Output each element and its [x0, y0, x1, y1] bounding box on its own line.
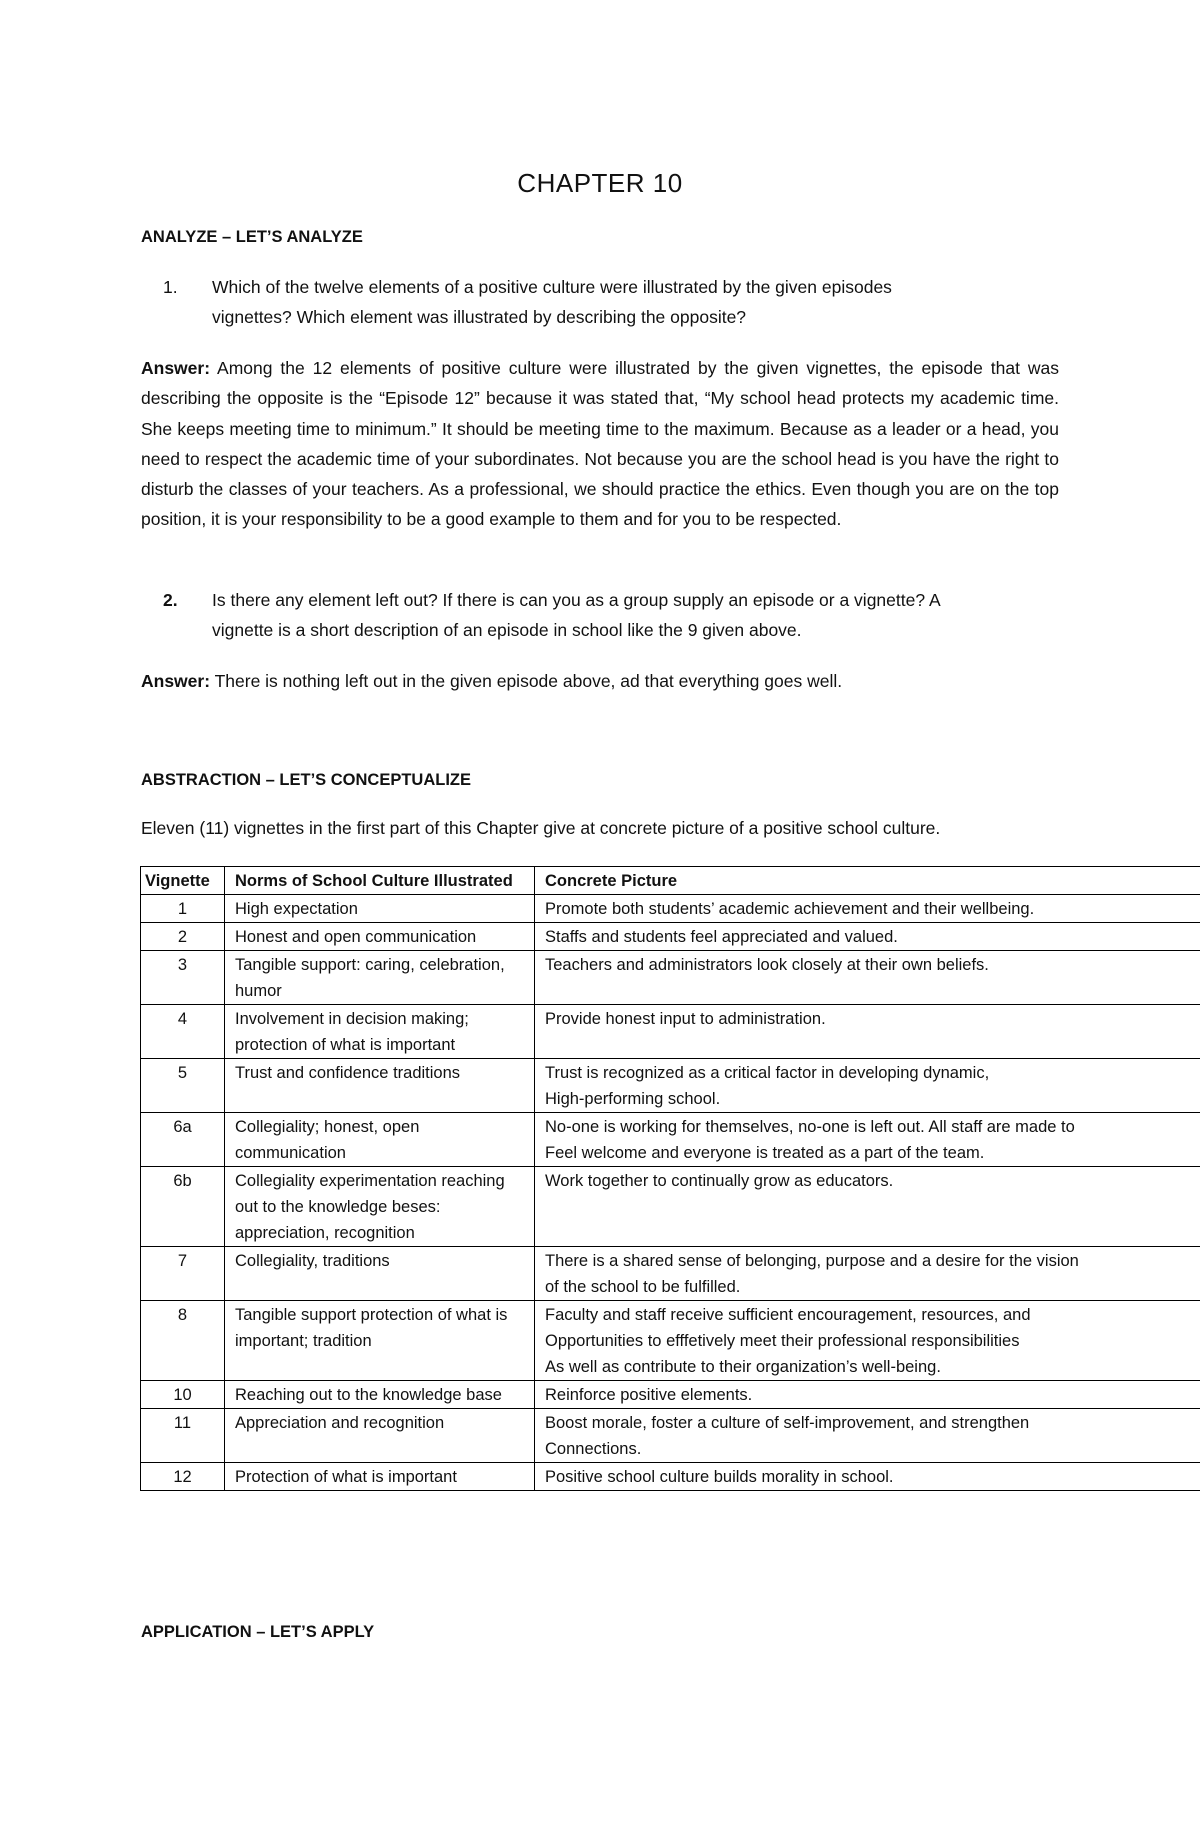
concrete-picture-cell	[535, 923, 1200, 951]
question-2	[163, 585, 1053, 645]
norm-cell: Appreciation and recognition	[225, 1409, 535, 1463]
vignette-cell: 8	[141, 1301, 225, 1381]
concrete-picture-cell	[535, 1247, 1200, 1301]
concrete-picture-cell	[535, 1301, 1200, 1381]
table-row	[141, 1167, 1200, 1247]
concrete-picture-line: Trust is recognized as a critical factor in developing dynamic,	[545, 1064, 990, 1082]
vignette-cell: 6b	[141, 1167, 225, 1247]
application-heading: APPLICATION – LET’S APPLY	[141, 1623, 375, 1641]
norm-cell: Collegiality, traditions	[225, 1247, 535, 1301]
abstraction-intro: Eleven (11) vignettes in the first part of this Chapter give at concrete picture of a positive school culture.	[141, 818, 941, 838]
norm-cell: Trust and confidence traditions	[225, 1059, 535, 1113]
concrete-picture-line: Promote both students’ academic achievement and their wellbeing.	[545, 900, 1035, 918]
norm-cell: Honest and open communication	[225, 923, 535, 951]
chapter-title: CHAPTER 10	[517, 168, 683, 198]
table-row	[141, 1463, 1200, 1491]
concrete-picture-cell	[535, 1005, 1200, 1059]
table-header-row	[141, 867, 1200, 895]
culture-table	[140, 866, 1200, 1491]
table-body	[141, 895, 1200, 1491]
vignette-cell: 12	[141, 1463, 225, 1491]
answer-2	[141, 666, 1059, 696]
concrete-picture-line: Connections.	[545, 1440, 642, 1458]
vignette-cell: 1	[141, 895, 225, 923]
answer-1-text: Among the 12 elements of positive culture were illustrated by the given vignettes, the episode that was describing the opposite is the “Episode 12” because it was stated that, “My school head protects my academic time. She keeps meeting time to minimum.” It should be meeting time to the maximum. Because as a leader or a head, you need to respect the academic time of your subordinates. Not because you are the school head is you have the right to disturb the classes of your teachers. As a professional, we should practice the ethics. Even though you are on the top position, it is your responsibility to be a good example to them and for you to be respected.	[141, 358, 1059, 530]
concrete-picture-line: Feel welcome and everyone is treated as a part of the team.	[545, 1144, 985, 1162]
concrete-picture-line: No-one is working for themselves, no-one is left out. All staff are made to	[545, 1118, 1075, 1136]
vignette-cell: 4	[141, 1005, 225, 1059]
table-row	[141, 1247, 1200, 1301]
header-vignette: Vignette	[141, 867, 225, 895]
vignette-cell: 11	[141, 1409, 225, 1463]
concrete-picture-cell	[535, 1463, 1200, 1491]
table-row	[141, 1301, 1200, 1381]
concrete-picture-cell	[535, 1113, 1200, 1167]
concrete-picture-line: of the school to be fulfilled.	[545, 1278, 741, 1296]
question-2-line-1: Is there any element left out? If there is can you as a group supply an episode or a vignette? A	[212, 590, 941, 610]
question-1-line-2: vignettes? Which element was illustrated by describing the opposite?	[212, 307, 747, 327]
concrete-picture-cell	[535, 1167, 1200, 1247]
concrete-picture-cell	[535, 1409, 1200, 1463]
concrete-picture-line: Faculty and staff receive sufficient encouragement, resources, and	[545, 1306, 1031, 1324]
concrete-picture-cell	[535, 1059, 1200, 1113]
concrete-picture-line: Opportunities to efffetively meet their professional responsibilities	[545, 1332, 1020, 1350]
concrete-picture-line: Teachers and administrators look closely at their own beliefs.	[545, 956, 989, 974]
answer-2-text: There is nothing left out in the given episode above, ad that everything goes well.	[210, 671, 843, 691]
abstraction-heading: ABSTRACTION – LET’S CONCEPTUALIZE	[141, 771, 472, 789]
answer-2-label: Answer:	[141, 671, 211, 691]
norm-cell: Involvement in decision making; protection of what is important	[225, 1005, 535, 1059]
concrete-picture-line: As well as contribute to their organization’s well-being.	[545, 1358, 941, 1376]
table-row	[141, 1113, 1200, 1167]
vignette-cell: 3	[141, 951, 225, 1005]
norm-cell: Tangible support: caring, celebration, humor	[225, 951, 535, 1005]
norm-cell: Collegiality experimentation reaching out to the knowledge beses: appreciation, recognition	[225, 1167, 535, 1247]
table-row	[141, 1059, 1200, 1113]
concrete-picture-line: Boost morale, foster a culture of self-improvement, and strengthen	[545, 1414, 1030, 1432]
vignette-cell: 5	[141, 1059, 225, 1113]
vignette-cell: 6a	[141, 1113, 225, 1167]
norm-cell: Tangible support protection of what is important; tradition	[225, 1301, 535, 1381]
table-row	[141, 895, 1200, 923]
question-1-number: 1.	[163, 277, 178, 297]
question-2-line-2: vignette is a short description of an episode in school like the 9 given above.	[212, 620, 802, 640]
vignette-cell: 10	[141, 1381, 225, 1409]
norm-cell: Protection of what is important	[225, 1463, 535, 1491]
table-row	[141, 1381, 1200, 1409]
table-row	[141, 923, 1200, 951]
answer-1	[141, 353, 1059, 535]
question-2-number: 2.	[163, 590, 178, 610]
table-row	[141, 1005, 1200, 1059]
concrete-picture-cell	[535, 895, 1200, 923]
vignette-cell: 2	[141, 923, 225, 951]
norm-cell: Collegiality; honest, open communication	[225, 1113, 535, 1167]
concrete-picture-line: Staffs and students feel appreciated and valued.	[545, 928, 898, 946]
header-norms: Norms of School Culture Illustrated	[225, 867, 535, 895]
norm-cell: Reaching out to the knowledge base	[225, 1381, 535, 1409]
concrete-picture-line: High-performing school.	[545, 1090, 721, 1108]
norm-cell: High expectation	[225, 895, 535, 923]
header-concrete-picture: Concrete Picture	[535, 867, 1200, 895]
concrete-picture-line: There is a shared sense of belonging, purpose and a desire for the vision	[545, 1252, 1079, 1270]
vignette-cell: 7	[141, 1247, 225, 1301]
analyze-heading: ANALYZE – LET’S ANALYZE	[141, 228, 363, 246]
table-row	[141, 951, 1200, 1005]
concrete-picture-line: Work together to continually grow as educators.	[545, 1172, 894, 1190]
concrete-picture-line: Positive school culture builds morality in school.	[545, 1468, 894, 1486]
concrete-picture-line: Provide honest input to administration.	[545, 1010, 826, 1028]
question-1	[163, 272, 1053, 332]
answer-1-label: Answer:	[141, 358, 211, 378]
concrete-picture-cell	[535, 1381, 1200, 1409]
concrete-picture-line: Reinforce positive elements.	[545, 1386, 753, 1404]
concrete-picture-cell	[535, 951, 1200, 1005]
question-1-line-1: Which of the twelve elements of a positive culture were illustrated by the given episodes	[212, 277, 892, 297]
table-row	[141, 1409, 1200, 1463]
